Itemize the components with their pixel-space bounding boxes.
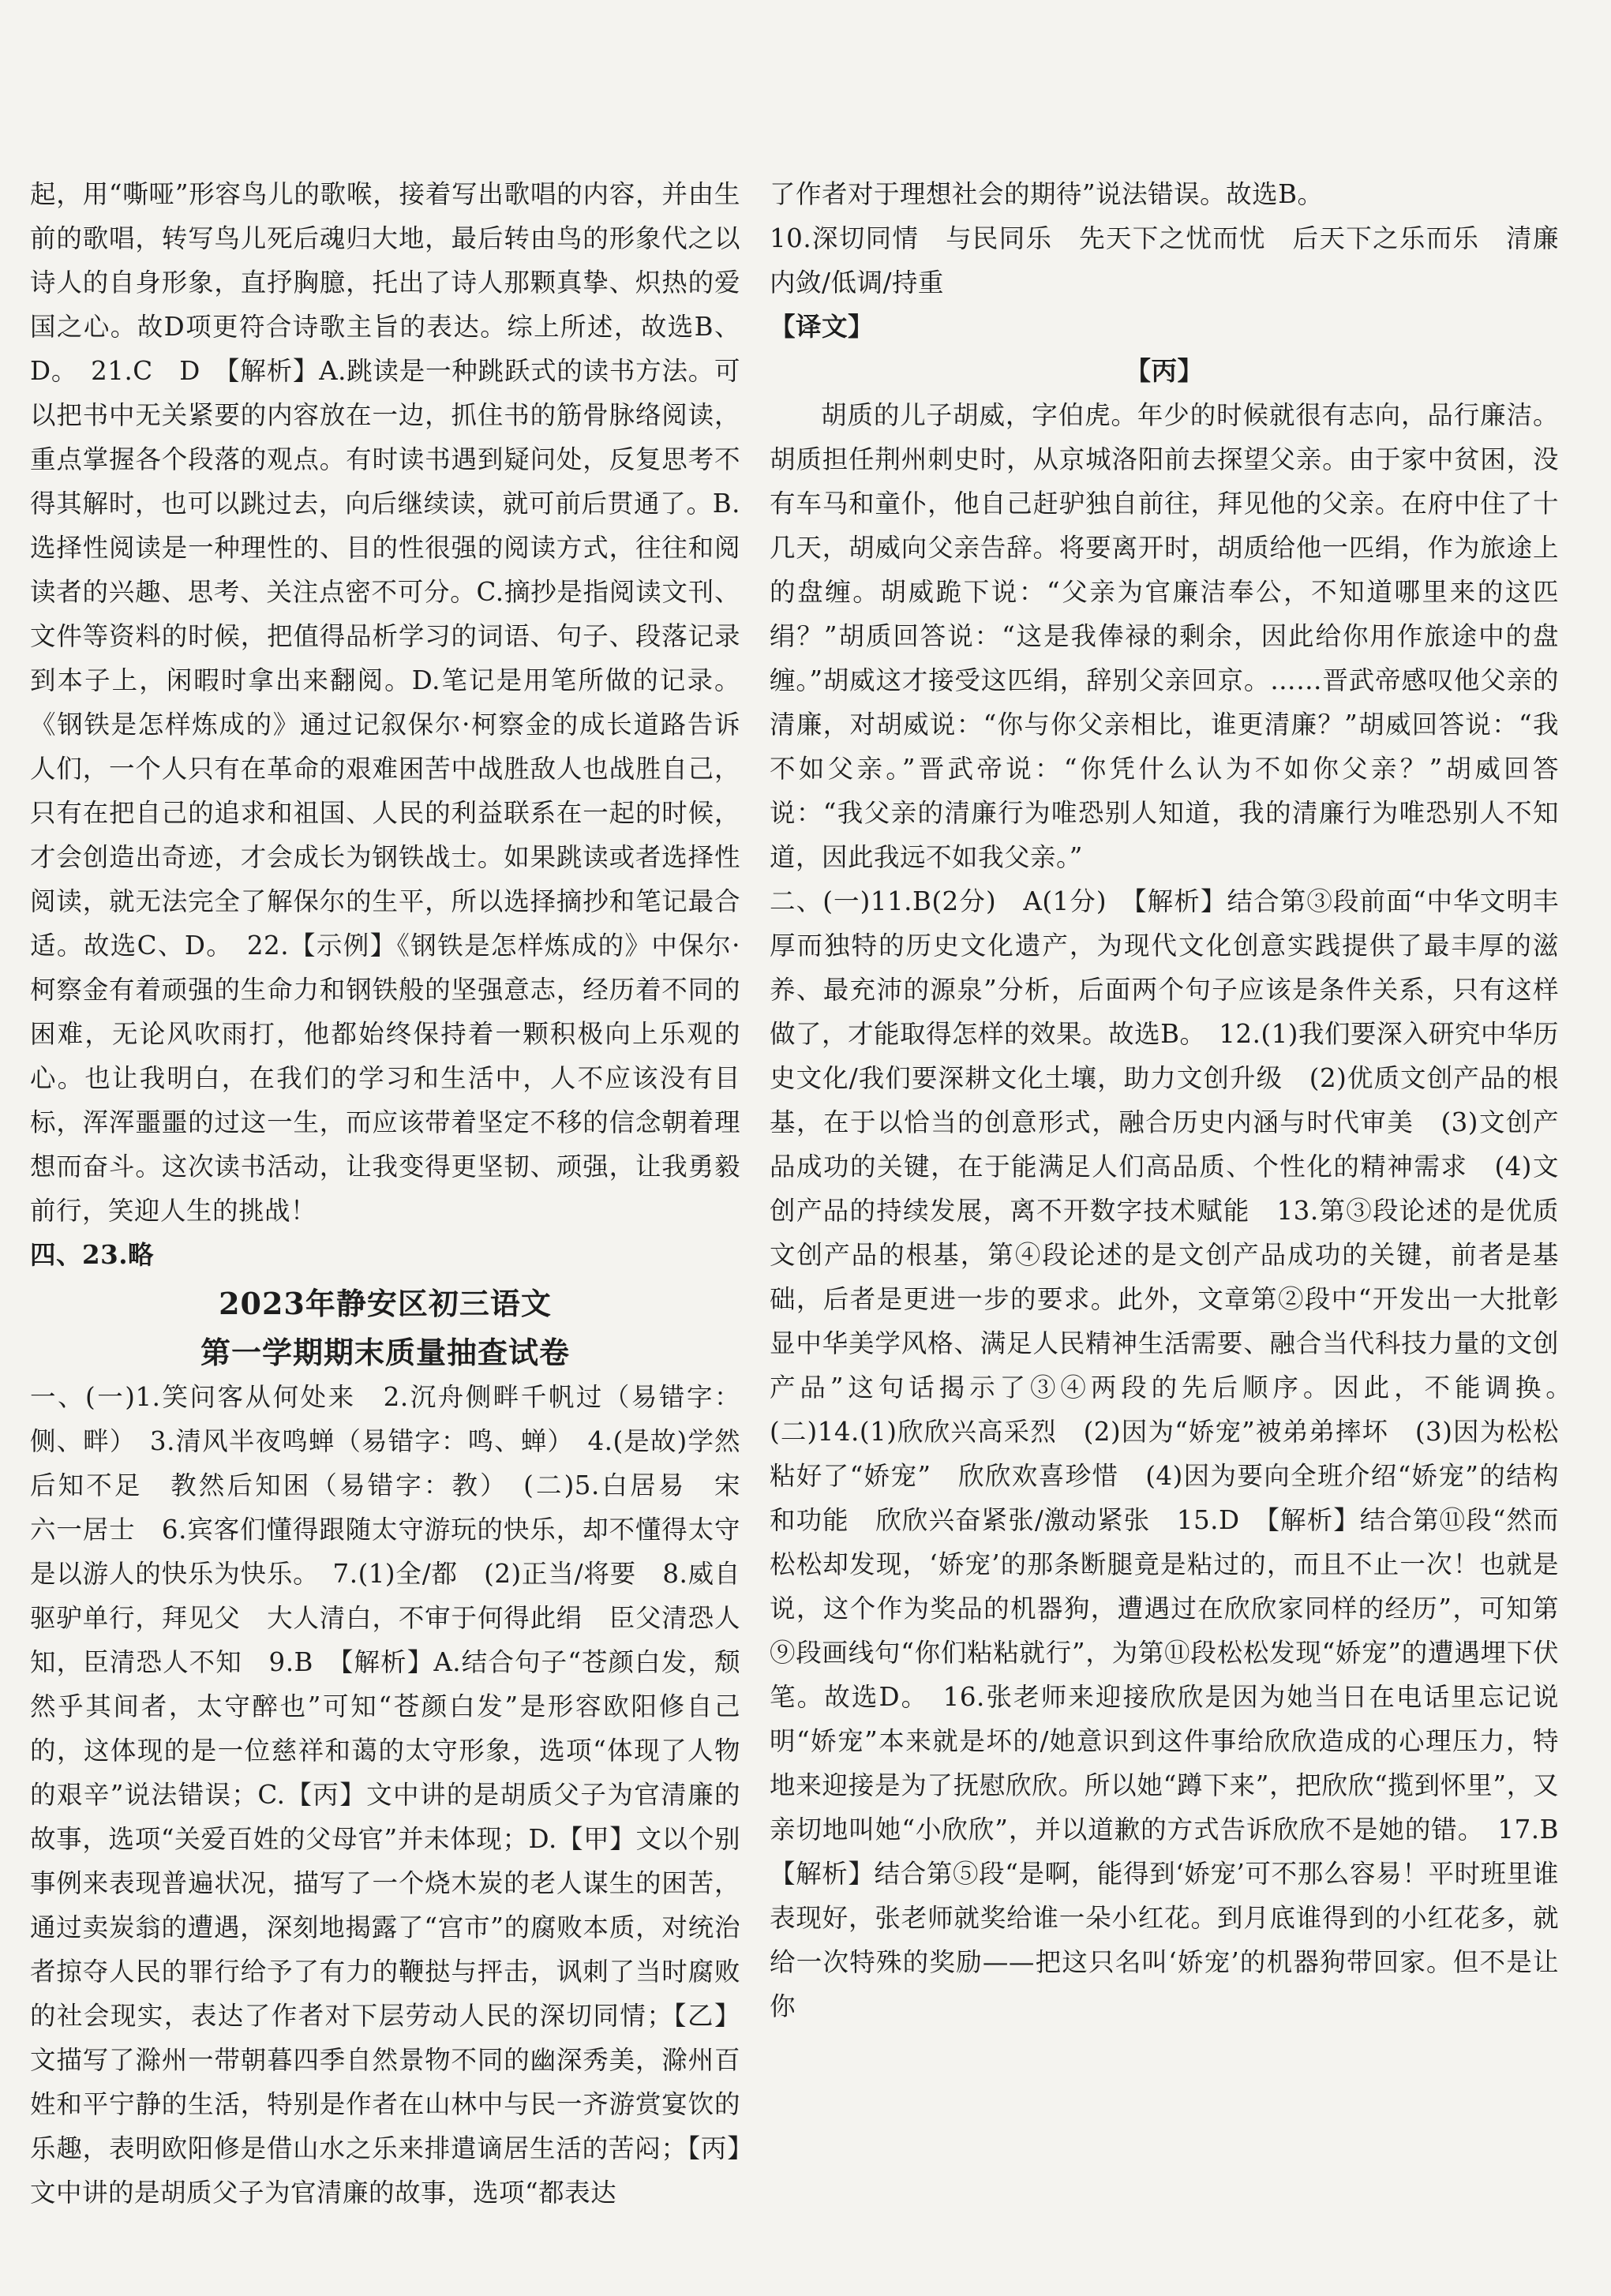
translation-label: 【译文】	[770, 311, 875, 342]
answer-paragraph-1: 起，用“嘶哑”形容鸟儿的歌喉，接着写出歌唱的内容，并由生前的歌唱，转写鸟儿死后魂归大地，最后转由鸟的形象代之以诗人的自身形象，直抒胸臆，托出了诗人那颗真挚、炽热的爱国之心。故D项更符合诗歌主旨的表达。综上所述，故选B、D。 21.C D 【解析】A.跳读是一种跳跃式的读书方法。可以把书中无关紧要的内容放在一边，抓住书的筋骨脉络阅读，重点掌握各个段落的观点。有时读书遇到疑问处，反复思考不得其解时，也可以跳过去，向后继续读，就可前后贯通了。B.选择性阅读是一种理性的、目的性很强的阅读方式，往往和阅读者的兴趣、思考、关注点密不可分。C.摘抄是指阅读文刊、文件等资料的时候，把值得品析学习的词语、句子、段落记录到本子上，闲暇时拿出来翻阅。D.笔记是用笔所做的记录。《钢铁是怎样炼成的》通过记叙保尔·柯察金的成长道路告诉人们，一个人只有在革命的艰难困苦中战胜敌人也战胜自己，只有在把自己的追求和祖国、人民的利益联系在一起的时候，才会创造出奇迹，才会成长为钢铁战士。如果跳读或者选择性阅读，就无法完全了解保尔的生平，所以选择摘抄和笔记最合适。故选C、D。 22.【示例】《钢铁是怎样炼成的》中保尔·柯察金有着顽强的生命力和钢铁般的坚强意志，经历着不同的困难，无论风吹雨打，他都始终保持着一颗积极向上乐观的心。也让我明白，在我们的学习和生活中，人不应该没有目标，浑浑噩噩的过这一生，而应该带着坚定不移的信念朝着理想而奋斗。这次读书活动，让我变得更坚韧、顽强，让我勇毅前行，笑迎人生的挑战！	[30, 179, 740, 1226]
answer-23: 四、23.略	[30, 1239, 155, 1270]
answers-section-2: 二、(一)11.B(2分) A(1分) 【解析】结合第③段前面“中华文明丰厚而独特的历史文化遗产，为现代文化创意实践提供了最丰厚的滋养、最充沛的源泉”分析，后面两个句子应该是条件关系，只有这样做了，才能取得怎样的效果。故选B。 12.(1)我们要深入研究中华历史文化/我们要深耕文化土壤，助力文创升级 (2)优质文创产品的根基，在于以恰当的创意形式，融合历史内涵与时代审美 (3)文创产品成功的关键，在于能满足人们高品质、个性化的精神需求 (4)文创产品的持续发展，离不开数字技术赋能 13.第③段论述的是优质文创产品的根基，第④段论述的是文创产品成功的关键，前者是基础，后者是更进一步的要求。此外，文章第②段中“开发出一大批彰显中华美学风格、满足人民精神生活需要、融合当代科技力量的文创产品”这句话揭示了③④两段的先后顺序。因此，不能调换。 (二)14.(1)欣欣兴高采烈 (2)因为“娇宠”被弟弟摔坏 (3)因为松松粘好了“娇宠” 欣欣欢喜珍惜 (4)因为要向全班介绍“娇宠”的结构和功能 欣欣兴奋紧张/激动紧张 15.D 【解析】结合第⑪段“然而松松却发现，‘娇宠’的那条断腿竟是粘过的，而且不止一次！也就是说，这个作为奖品的机器狗，遭遇过在欣欣家同样的经历”，可知第⑨段画线句“你们粘粘就行”，为第⑪段松松发现“娇宠”的遭遇埋下伏笔。故选D。 16.张老师来迎接欣欣是因为她当日在电话里忘记说明“娇宠”本来就是坏的/她意识到这件事给欣欣造成的心理压力，特地来迎接是为了抚慰欣欣。所以她“蹲下来”，把欣欣“揽到怀里”，又亲切地叫她“小欣欣”，并以道歉的方式告诉欣欣不是她的错。 17.B 【解析】结合第⑤段“是啊，能得到‘娇宠’可不那么容易！平时班里谁表现好，张老师就奖给谁一朵小红花。到月底谁得到的小红花多，就给一次特殊的奖励——把这只名叫‘娇宠’的机器狗带回家。但不是让你	[770, 886, 1586, 2021]
exam-title-line-2: 第一学期期末质量抽查试卷	[200, 1335, 570, 1370]
translation-heading: 【丙】	[1125, 355, 1204, 386]
exam-answers: 一、(一)1.笑问客从何处来 2.沉舟侧畔千帆过（易错字：侧、畔） 3.清风半夜鸣蝉（易错字：鸣、蝉） 4.(是故)学然后知不足 教然后知困（易错字：教） (二)5.白居易 宋 六一居士 6.宾客们懂得跟随太守游玩的快乐，却不懂得太守是以游人的快乐为快乐。 7.(1)全/都 (2)正当/将要 8.威自驱驴单行，拜见父 大人清白，不审于何得此绢 臣父清恐人知，臣清恐人不知 9.B 【解析】A.结合句子“苍颜白发，颓然乎其间者，太守醉也”可知“苍颜白发”是形容欧阳修自己的，这体现的是一位慈祥和蔼的太守形象，选项“体现了人物的艰辛”说法错误；C.【丙】文中讲的是胡质父子为官清廉的故事，选项“关爱百姓的父母官”并未体现；D.【甲】文以个别事例来表现普遍状况，描写了一个烧木炭的老人谋生的困苦，通过卖炭翁的遭遇，深刻地揭露了“宫市”的腐败本质，对统治者掠夺人民的罪行给予了有力的鞭挞与抨击，讽刺了当时腐败的社会现实，表达了作者对下层劳动人民的深切同情；【乙】文描写了滁州一带朝暮四季自然景物不同的幽深秀美，滁州百姓和平宁静的生活，特别是作者在山林中与民一齐游赏宴饮的乐趣，表明欧阳修是借山水之乐来排遣谪居生活的苦闷；【丙】文中讲的是胡质父子为官清廉的故事，选项“都表达	[30, 1382, 767, 2208]
translation-text: 胡质的儿子胡威，字伯虎。年少的时候就很有志向，品行廉洁。胡质担任荆州刺史时，从京城洛阳前去探望父亲。由于家中贫困，没有车马和童仆，他自己赶驴独自前往，拜见他的父亲。在府中住了十几天，胡威向父亲告辞。将要离开时，胡质给他一匹绢，作为旅途上的盘缠。胡威跪下说：“父亲为官廉洁奉公，不知道哪里来的这匹绢？”胡质回答说：“这是我俸禄的剩余，因此给你用作旅途中的盘缠。”胡威这才接受这匹绢，辞别父亲回京。……晋武帝感叹他父亲的清廉，对胡威说：“你与你父亲相比，谁更清廉？”胡威回答说：“我不如父亲。”晋武帝说：“你凭什么认为不如你父亲？”胡威回答说：“我父亲的清廉行为唯恐别人知道，我的清廉行为唯恐别人不知道，因此我远不如我父亲。”	[770, 400, 1559, 872]
right-column	[770, 172, 1586, 2028]
answer-9-end: 了作者对于理想社会的期待”说法错误。故选B。	[770, 179, 1324, 209]
exam-title-line-1: 2023年静安区初三语文	[219, 1286, 552, 1321]
answer-10: 10.深切同情 与民同乐 先天下之忧而忧 后天下之乐而乐 清廉 内敛/低调/持重	[770, 223, 1586, 298]
left-column	[30, 172, 767, 2215]
